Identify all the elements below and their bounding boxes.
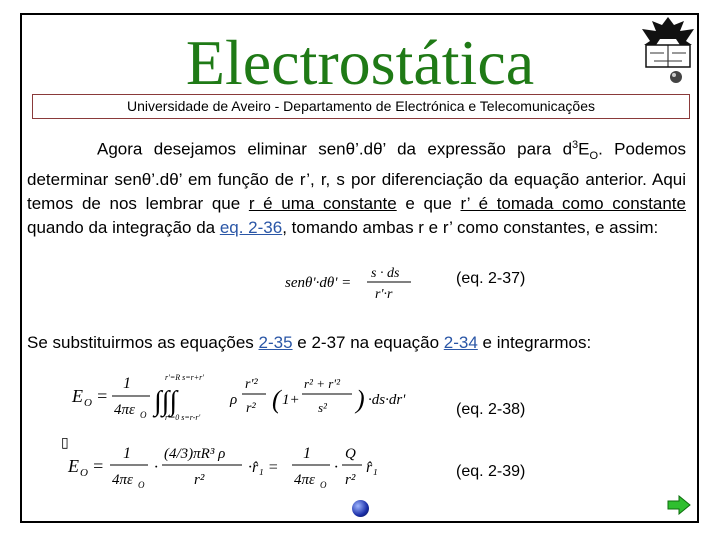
placeholder-glyph: ▯	[61, 434, 69, 450]
para-text-4: E	[578, 139, 590, 159]
svg-text:r'=0 s=r-r': r'=0 s=r-r'	[165, 413, 201, 422]
para-text-6: ’.d	[151, 170, 170, 190]
svg-text:r'·r: r'·r	[375, 287, 393, 302]
svg-text:r² + r'²: r² + r'²	[304, 376, 340, 391]
eq-label-2-39: (eq. 2-39)	[456, 463, 526, 480]
svg-text:1: 1	[123, 445, 131, 462]
university-crest-icon	[640, 15, 696, 85]
svg-text:4πε: 4πε	[294, 472, 315, 488]
page-title: Electrostática	[185, 27, 535, 98]
svg-text:·ds·dr': ·ds·dr'	[368, 392, 406, 408]
underlined-text: r é uma constante	[248, 194, 397, 214]
subtitle: Universidade de Aveiro - Departamento de Electrónica e Telecomunicações	[127, 98, 595, 114]
equation-2-37	[283, 262, 413, 304]
svg-text:r²: r²	[246, 401, 256, 416]
svg-text:=: =	[92, 456, 105, 476]
svg-text:·: ·	[154, 459, 158, 476]
svg-text:O: O	[140, 410, 147, 420]
svg-text:(4/3)πR³ ρ: (4/3)πR³ ρ	[164, 446, 226, 462]
text-line-2	[27, 333, 591, 353]
svg-text:r'²: r'²	[245, 377, 258, 392]
theta-symbol: θ	[373, 139, 383, 159]
svg-text:∫∫∫: ∫∫∫	[154, 386, 178, 417]
svg-text:s · ds: s · ds	[371, 266, 400, 281]
equation-2-38	[70, 366, 430, 426]
para-text-1: Agora desejamos eliminar sen	[97, 139, 346, 159]
underlined-text: r’ é tomada como constante	[460, 194, 686, 214]
svg-text:E: E	[68, 456, 79, 476]
svg-text:4πε: 4πε	[112, 472, 133, 488]
svg-text:1+: 1+	[282, 392, 300, 408]
para-text-2: ’.d	[355, 139, 374, 159]
svg-text:1: 1	[303, 445, 311, 462]
para-text-9: quando da integração da	[27, 218, 220, 238]
svg-text:): )	[356, 385, 365, 414]
svg-text:r²: r²	[345, 472, 356, 488]
svg-text:Q: Q	[345, 446, 356, 462]
svg-text:r̂₁: r̂₁	[366, 459, 378, 476]
svg-text:ρ: ρ	[230, 392, 238, 408]
eq-2-35-link[interactable]: 2-35	[258, 333, 293, 352]
svg-text:=: =	[96, 386, 109, 406]
svg-text:O: O	[80, 467, 88, 479]
svg-text:O: O	[84, 397, 92, 409]
svg-text:s²: s²	[318, 400, 327, 415]
para-text-7: ’ em função de r’, r, s por diferenciação da equação anterior. Aqui temos de nos lembrar que	[27, 170, 687, 214]
svg-text:O: O	[320, 480, 327, 490]
subscript: O	[589, 150, 599, 163]
subtitle-box	[32, 94, 690, 119]
svg-text:1: 1	[123, 375, 131, 392]
superscript: 3	[572, 139, 579, 151]
svg-text:E: E	[72, 386, 83, 406]
equation-2-39	[66, 440, 386, 496]
svg-text:(: (	[272, 385, 281, 414]
svg-text:senθ'·dθ' =: senθ'·dθ' =	[285, 275, 352, 291]
arrow-right-icon[interactable]	[667, 495, 691, 515]
svg-text:·: ·	[334, 459, 338, 476]
svg-text:r²: r²	[194, 472, 205, 488]
eq-label-2-38: (eq. 2-38)	[456, 401, 526, 418]
svg-text:4πε: 4πε	[114, 402, 135, 418]
eq-2-34-link[interactable]: 2-34	[443, 333, 478, 352]
svg-text:r'=R s=r+r': r'=R s=r+r'	[165, 373, 204, 382]
eq-2-36-link[interactable]: eq. 2-36	[219, 218, 283, 238]
para-text-5: . Podemos determinar sen	[27, 139, 686, 190]
line2-text: e 2-37 na equação	[292, 333, 444, 352]
theta-symbol: θ	[141, 170, 152, 190]
line2-text: Se substituirmos as equações	[27, 333, 259, 352]
eq-label-2-37: (eq. 2-37)	[456, 270, 526, 287]
theta-symbol: θ	[345, 139, 356, 159]
theta-symbol: θ	[169, 170, 179, 190]
para-text-3: ’ da expressão para d	[382, 139, 573, 159]
svg-text:O: O	[138, 480, 145, 490]
svg-text:·r̂₁ =: ·r̂₁ =	[248, 459, 279, 476]
body-paragraph	[27, 133, 686, 240]
para-text-10: , tomando ambas r e r’ como constantes, e assim:	[282, 218, 659, 238]
line2-text: e integrarmos:	[477, 333, 592, 352]
blue-ball-icon[interactable]	[352, 500, 369, 517]
para-text-8: e que	[396, 194, 461, 214]
